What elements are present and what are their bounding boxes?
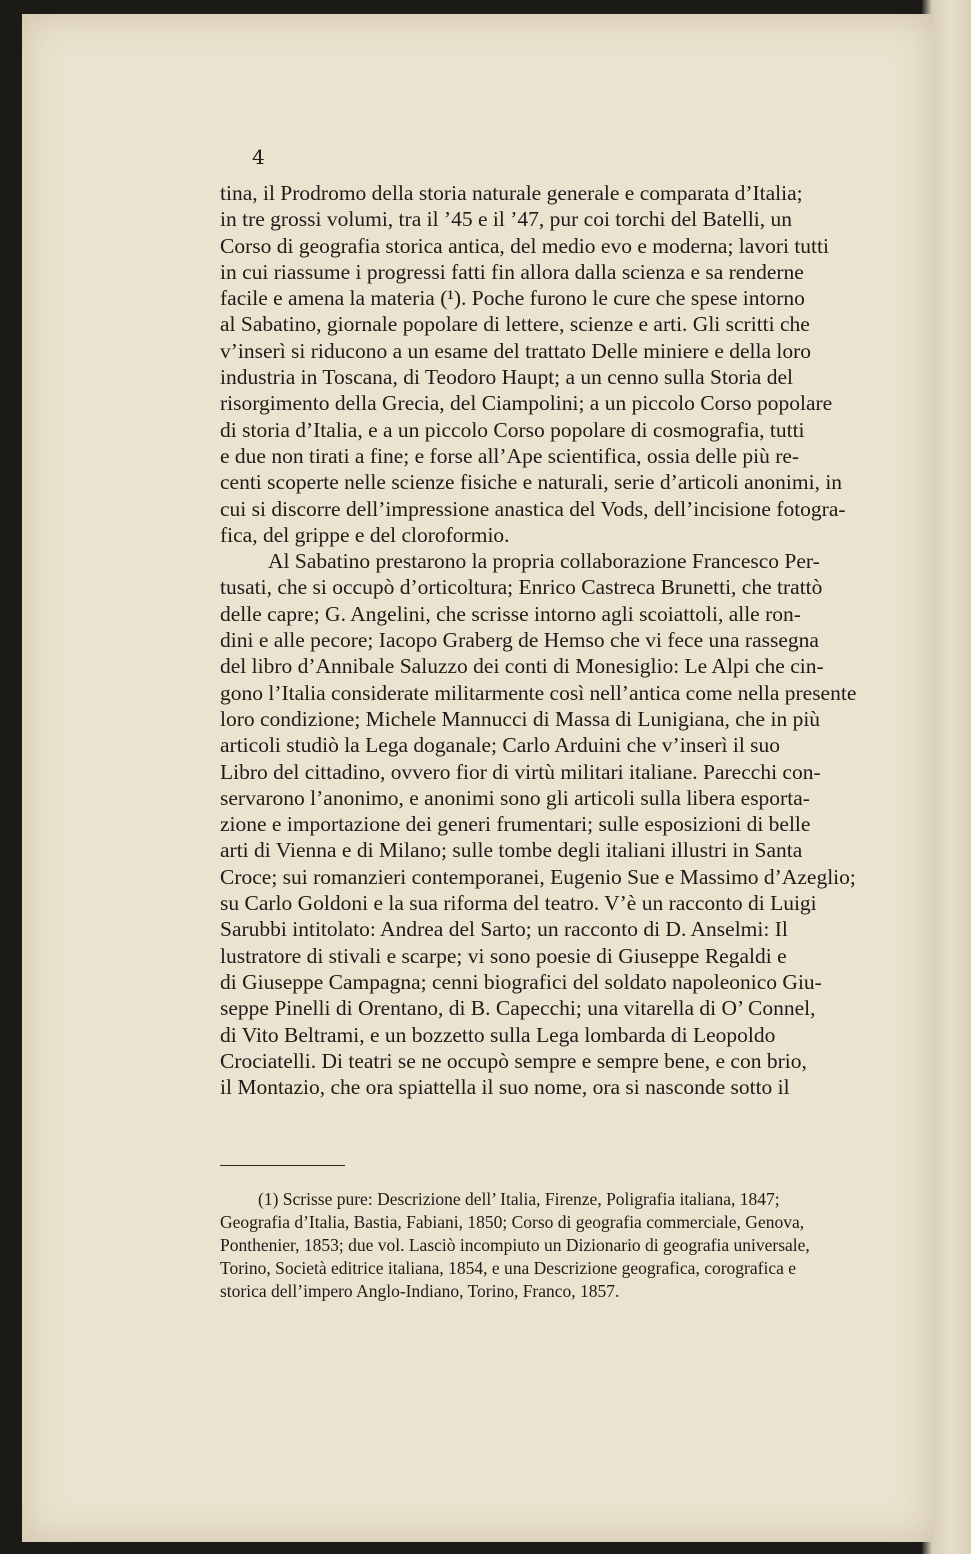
footnote: [220, 1188, 892, 1303]
body-line: e due non tirati a fine; e forse all’Ape scientifica, ossia delle più re-: [220, 443, 800, 468]
body-line: v’inserì si riducono a un esame del trattato Delle miniere e della loro: [220, 338, 812, 363]
body-line: risorgimento della Grecia, del Ciampolini; a un piccolo Corso popolare: [220, 391, 833, 416]
body-line: su Carlo Goldoni e la sua riforma del teatro. V’è un racconto di Luigi: [220, 891, 817, 916]
body-line: industria in Toscana, di Teodoro Haupt; a un cenno sulla Storia del: [220, 365, 793, 390]
body-line: tina, il Prodromo della storia naturale generale e comparata d’Italia;: [220, 181, 803, 205]
footnote-line: (1) Scrisse pure: Descrizione dell’ Italia, Firenze, Poligrafia italiana, 1847;: [258, 1189, 780, 1209]
body-line: in tre grossi volumi, tra il ’45 e il ’47, pur coi torchi del Batelli, un: [220, 207, 793, 232]
body-line: delle capre; G. Angelini, che scrisse intorno agli scoiattoli, alle ron-: [220, 601, 801, 626]
body-line: seppe Pinelli di Orentano, di B. Capecchi; una vitarella di O’ Connel,: [220, 996, 816, 1021]
body-line: di Vito Beltrami, e un bozzetto sulla Lega lombarda di Leopoldo: [220, 1022, 776, 1047]
body-line: facile e amena la materia (¹). Poche furono le cure che spese intorno: [220, 286, 805, 311]
body-line: Sarubbi intitolato: Andrea del Sarto; un racconto di D. Anselmi: Il: [220, 917, 788, 942]
footnote-line: storica dell’impero Anglo-Indiano, Torino, Franco, 1857.: [220, 1281, 620, 1301]
footnote-line: Ponthenier, 1853; due vol. Lasciò incompiuto un Dizionario di geografia universale,: [220, 1235, 810, 1255]
footnote-divider: [220, 1165, 345, 1166]
body-line: del libro d’Annibale Saluzzo dei conti di Monesiglio: Le Alpi che cin-: [220, 654, 824, 679]
body-line: dini e alle pecore; Iacopo Graberg de Hemso che vi fece una rassegna: [220, 628, 819, 653]
body-line: Crociatelli. Di teatri se ne occupò sempre e sempre bene, e con brio,: [220, 1048, 807, 1073]
body-line: loro condizione; Michele Mannucci di Massa di Lunigiana, che in più: [220, 706, 821, 731]
body-line: centi scoperte nelle scienze fisiche e naturali, serie d’articoli anonimi, in: [220, 470, 843, 495]
body-line: lustratore di stivali e scarpe; vi sono poesie di Giuseppe Regaldi e: [220, 943, 787, 968]
body-line: tusati, che si occupò d’orticoltura; Enrico Castreca Brunetti, che trattò: [220, 575, 823, 600]
body-line: cui si discorre dell’impressione anastica del Vods, dell’incisione fotogra-: [220, 496, 846, 521]
body-line: fica, del grippe e del cloroformio.: [220, 522, 510, 547]
footnote-line: Geografia d’Italia, Bastia, Fabiani, 1850; Corso di geografia commerciale, Genova,: [220, 1212, 805, 1232]
body-line: servarono l’anonimo, e anonimi sono gli articoli sulla libera esporta-: [220, 785, 810, 810]
body-line: in cui riassume i progressi fatti fin allora dalla scienza e sa renderne: [220, 259, 804, 284]
body-text: [220, 180, 894, 1100]
body-line: di storia d’Italia, e a un piccolo Corso popolare di cosmografia, tutti: [220, 417, 805, 442]
body-line: Libro del cittadino, ovvero fior di virtù militari italiane. Parecchi con-: [220, 759, 821, 784]
body-line: Corso di geografia storica antica, del medio evo e moderna; lavori tutti: [220, 233, 829, 258]
page-number: 4: [252, 145, 265, 169]
body-line: al Sabatino, giornale popolare di lettere, scienze e arti. Gli scritti che: [220, 312, 810, 337]
body-line: il Montazio, che ora spiattella il suo nome, ora si nasconde sotto il: [220, 1075, 790, 1100]
footnote-line: Torino, Società editrice italiana, 1854, e una Descrizione geografica, corografica e: [220, 1258, 797, 1278]
body-line: arti di Vienna e di Milano; sulle tombe degli italiani illustri in Santa: [220, 838, 803, 863]
body-line: zione e importazione dei generi frumentari; sulle esposizioni di belle: [220, 812, 811, 837]
body-line: Croce; sui romanzieri contemporanei, Eugenio Sue e Massimo d’Azeglio;: [220, 864, 856, 889]
paragraph-start-line: Al Sabatino prestarono la propria collaborazione Francesco Per-: [268, 549, 820, 574]
body-line: di Giuseppe Campagna; cenni biografici del soldato napoleonico Giu-: [220, 969, 822, 994]
body-line: articoli studiò la Lega doganale; Carlo Arduini che v’inserì il suo: [220, 733, 781, 758]
body-line: gono l’Italia considerate militarmente così nell’antica come nella presente: [220, 680, 857, 705]
